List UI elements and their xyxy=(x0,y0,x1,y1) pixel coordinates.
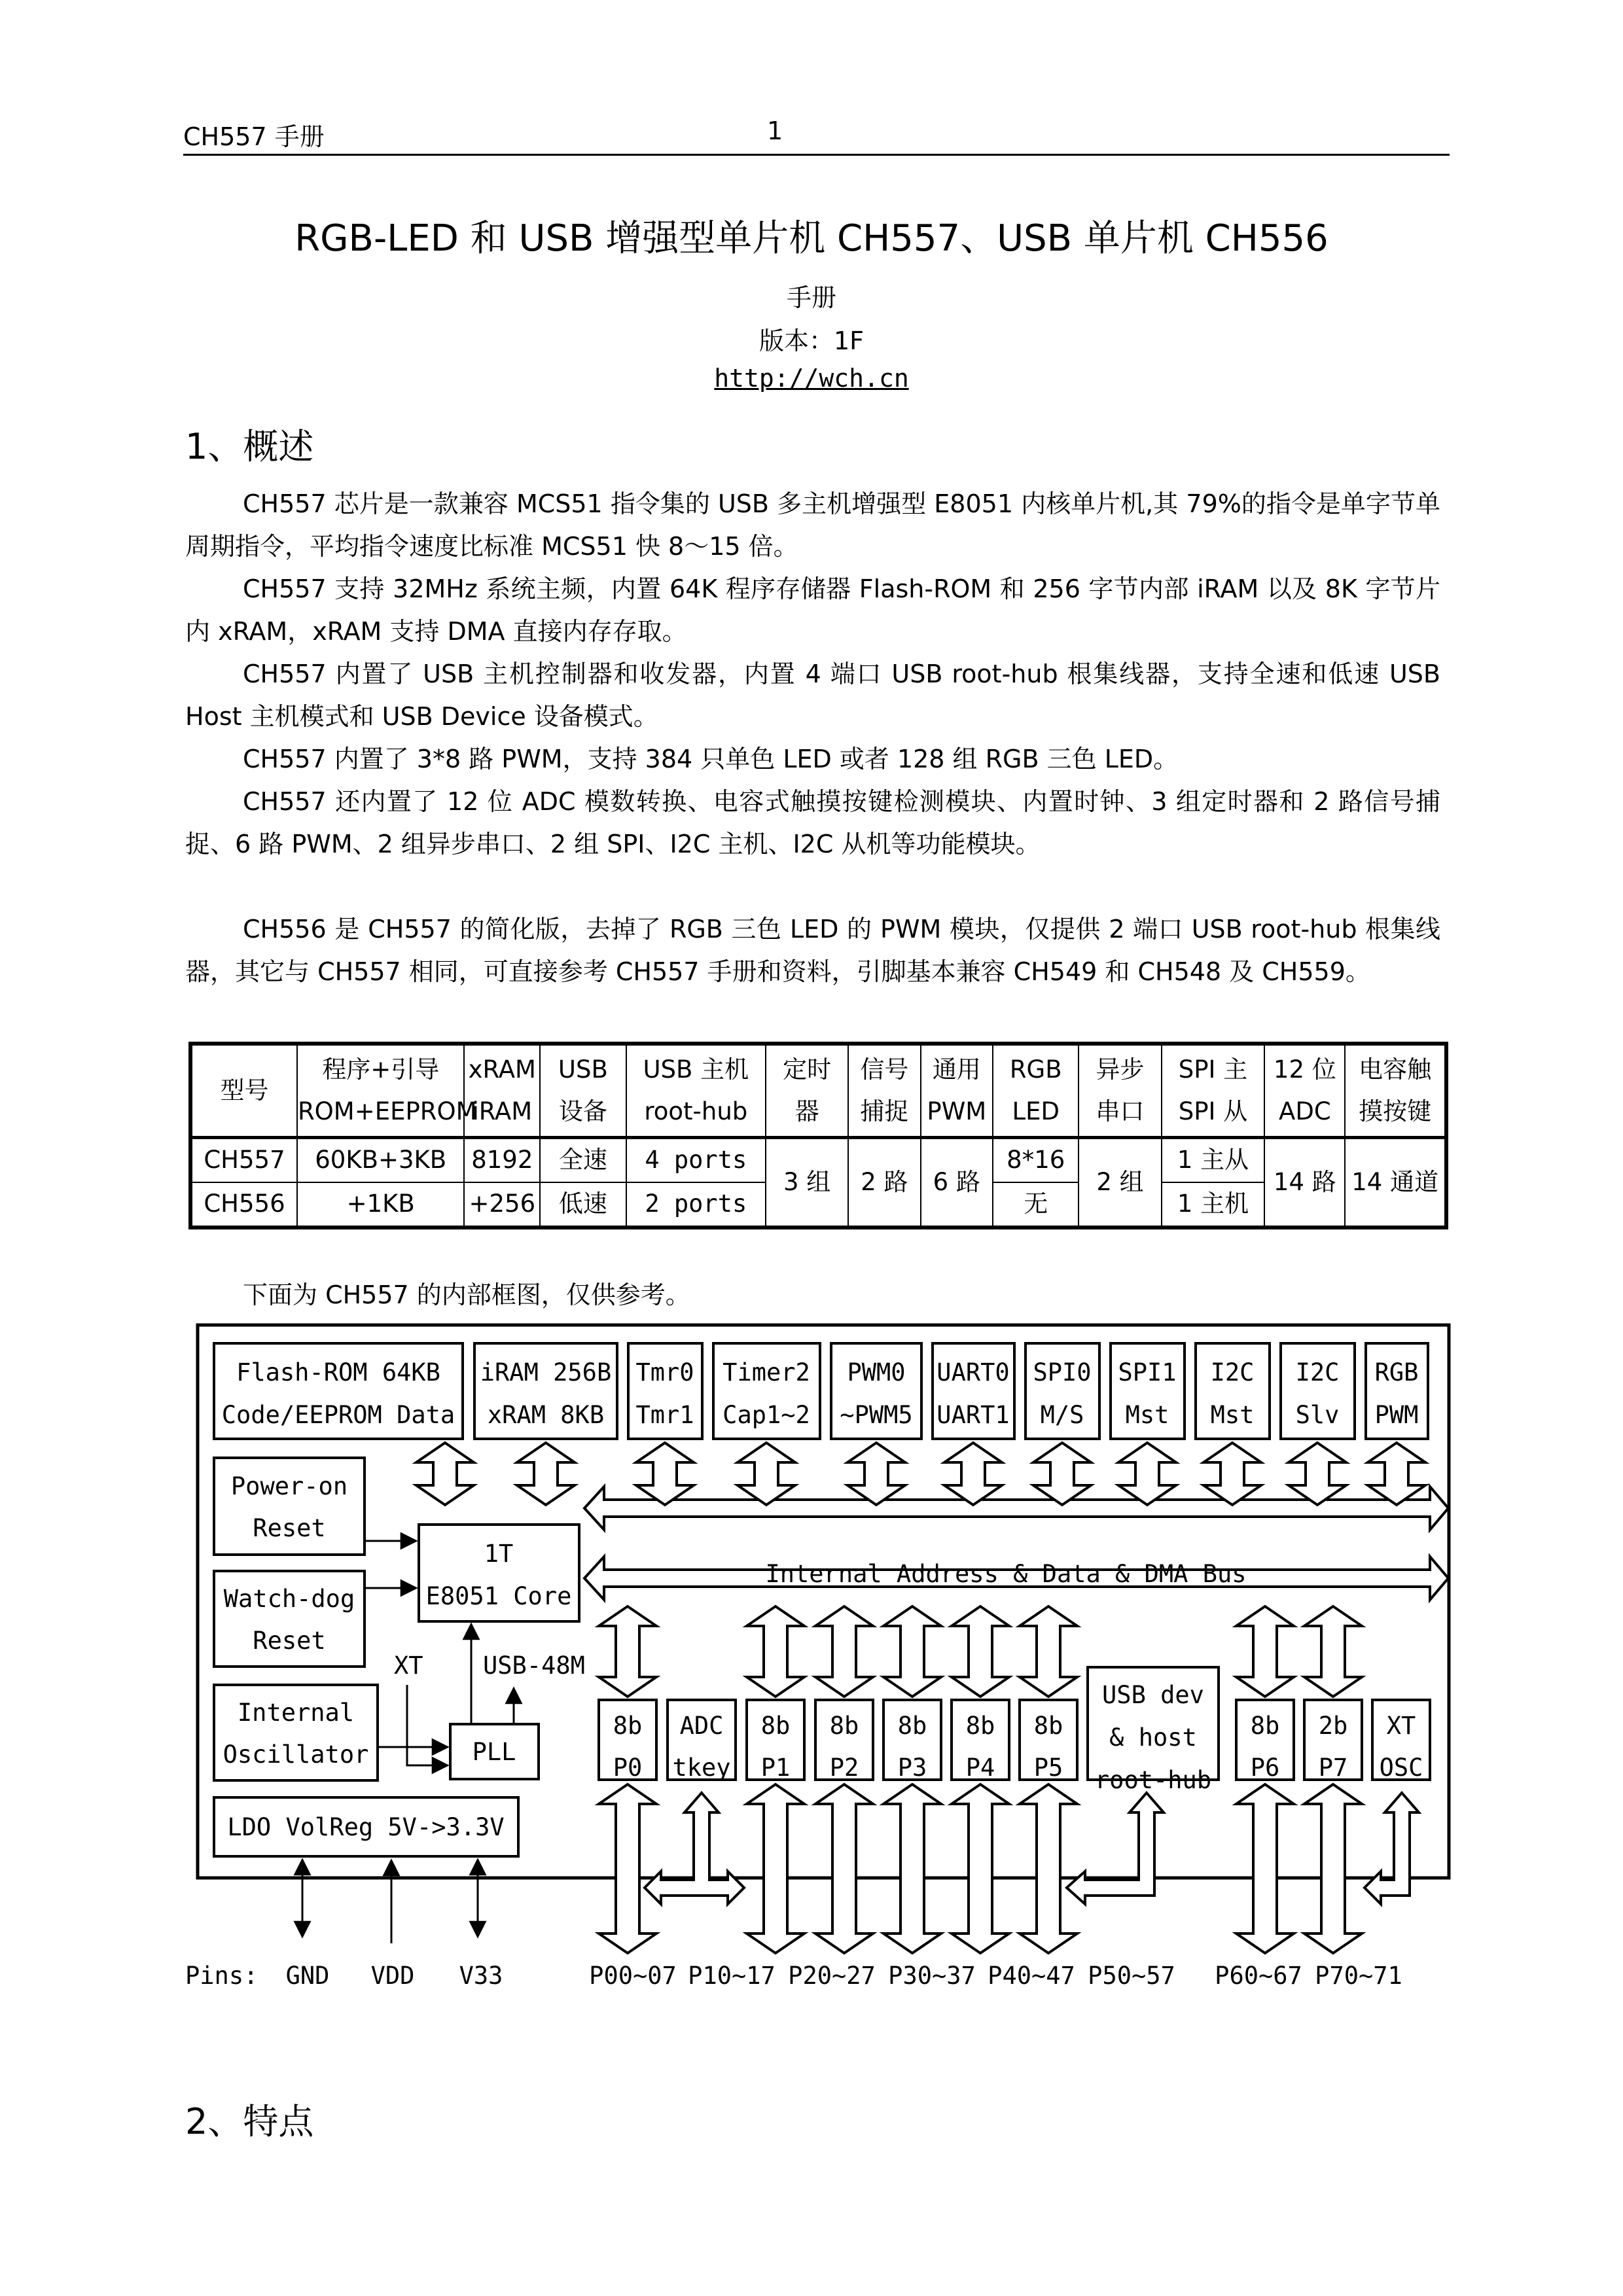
usb-line3: root-hub xyxy=(1094,1766,1212,1794)
th-pwm: 通用 PWM xyxy=(921,1044,993,1138)
cell-uart: 2 组 xyxy=(1079,1138,1161,1228)
core-line1: 1T xyxy=(484,1540,514,1568)
bus-arrow-p7 xyxy=(1304,1606,1362,1697)
section-2-heading: 2、特点 xyxy=(185,2101,314,2142)
p1-line1: 8b xyxy=(760,1712,791,1740)
timer2-label: Timer2 xyxy=(722,1358,810,1386)
pwm5-label: ~PWM5 xyxy=(840,1401,913,1429)
p6-line1: 8b xyxy=(1250,1712,1280,1740)
uart0-label: UART0 xyxy=(936,1358,1010,1386)
pin-p0: P00~07 xyxy=(589,1962,677,1990)
paragraph-2: CH557 支持 32MHz 系统主频，内置 64K 程序存储器 Flash-ROM 和 256 字节内部 iRAM 以及 8K 字节片内 xRAM，xRAM 支持 DMA 直接内存存取。 xyxy=(185,574,1440,646)
cell-spi-ch557: 1 主从 xyxy=(1162,1138,1265,1182)
spi0-label: SPI0 xyxy=(1033,1358,1092,1386)
flash-rom-line1: Flash-ROM 64KB xyxy=(236,1358,440,1386)
cell-model-ch556: CH556 xyxy=(190,1182,297,1227)
cell-timer: 3 组 xyxy=(766,1138,848,1228)
watchdog-line1: Watch-dog xyxy=(223,1585,355,1613)
spi1-label: SPI1 xyxy=(1118,1358,1177,1386)
cell-model-ch557: CH557 xyxy=(190,1138,297,1182)
th-adc: 12 位 ADC xyxy=(1264,1044,1345,1138)
ldo-label: LDO VolReg 5V->3.3V xyxy=(227,1813,505,1841)
th-ram: xRAM iRAM xyxy=(464,1044,540,1138)
rgb-label: RGB xyxy=(1374,1358,1419,1386)
adc-line2: tkey xyxy=(672,1754,731,1782)
xt-to-pll-arrow xyxy=(407,1685,448,1765)
pin-arrow-p4 xyxy=(952,1784,1009,1953)
pin-arrow-p5 xyxy=(1020,1784,1077,1953)
cell-touch: 14 通道 xyxy=(1345,1138,1446,1228)
th-model: 型号 xyxy=(190,1044,297,1138)
p3-line1: 8b xyxy=(897,1712,927,1740)
pin-p2: P20~27 xyxy=(788,1962,876,1990)
i2c-slv-label: I2C xyxy=(1295,1358,1340,1386)
tmr1-label: Tmr1 xyxy=(635,1401,694,1429)
th-uart: 异步 串口 xyxy=(1079,1044,1161,1138)
paragraph-6: CH556 是 CH557 的简化版，去掉了 RGB 三色 LED 的 PWM 模块，仅提供 2 端口 USB root-hub 根集线器，其它与 CH557 相同，可直接参考 CH557 手册和资料，引脚基本兼容 CH549 和 CH548 及 CH559。 xyxy=(185,915,1440,986)
cell-xram: 8192 xyxy=(464,1138,540,1182)
document-version: 版本：1F xyxy=(758,327,865,355)
power-on-line1: Power-on xyxy=(230,1472,348,1500)
cell-hub-ch556: 2 ports xyxy=(626,1182,766,1227)
p1-line2: P1 xyxy=(760,1754,791,1782)
pin-p3: P30~37 xyxy=(888,1962,976,1990)
pin-v33: V33 xyxy=(459,1962,503,1990)
th-timer: 定时 器 xyxy=(766,1044,848,1138)
th-spi: SPI 主 SPI 从 xyxy=(1162,1044,1265,1138)
top-arrow-uart xyxy=(944,1443,1002,1505)
bus-arrow-p6 xyxy=(1236,1606,1294,1697)
header-title: CH557 手册 xyxy=(183,122,325,151)
top-arrow-spi1 xyxy=(1118,1443,1176,1505)
pins-label: Pins: xyxy=(185,1962,259,1990)
spi1-mode: Mst xyxy=(1125,1401,1169,1429)
pin-arrow-p2 xyxy=(815,1784,873,1953)
p7-line2: P7 xyxy=(1318,1754,1348,1782)
power-on-line2: Reset xyxy=(253,1514,326,1542)
cell-rgb-ch557: 8*16 xyxy=(993,1138,1079,1182)
watchdog-line2: Reset xyxy=(253,1627,326,1655)
bus-arrow-p0 xyxy=(599,1606,656,1697)
cell-rom-ch557: 60KB+3KB xyxy=(297,1138,465,1182)
i2c-slv-mode: Slv xyxy=(1295,1401,1340,1429)
cell-iram: +256 xyxy=(464,1182,540,1227)
bus-arrow-p3 xyxy=(883,1606,941,1697)
flash-rom-line2: Code/EEPROM Data xyxy=(221,1401,455,1429)
bus-arrow-p5 xyxy=(1020,1606,1077,1697)
p5-line1: 8b xyxy=(1033,1712,1063,1740)
top-arrow-pwm xyxy=(847,1443,905,1505)
oscillator-line2: Oscillator xyxy=(223,1740,369,1769)
usb48m-label: USB-48M xyxy=(483,1651,585,1680)
p0-line2: P0 xyxy=(613,1754,643,1782)
paragraph-4: CH557 内置了 3*8 路 PWM，支持 384 只单色 LED 或者 128 组 RGB 三色 LED。 xyxy=(243,745,1179,773)
top-arrow-tmr xyxy=(636,1443,694,1505)
top-arrow-timer2 xyxy=(738,1443,795,1505)
p5-line2: P5 xyxy=(1033,1754,1063,1782)
cell-rgb-ch556: 无 xyxy=(993,1182,1079,1227)
page-number: 1 xyxy=(767,116,783,145)
pin-p1: P10~17 xyxy=(688,1962,776,1990)
pin-arrow-p0 xyxy=(599,1784,656,1953)
top-arrow-rgb xyxy=(1368,1443,1425,1505)
p4-line1: 8b xyxy=(965,1712,995,1740)
cell-usbdev-ch557: 全速 xyxy=(540,1138,626,1182)
bus-arrow-p2 xyxy=(815,1606,873,1697)
usb-line2: & host xyxy=(1109,1723,1197,1752)
xtosc-line1: XT xyxy=(1386,1712,1416,1740)
pll-label: PLL xyxy=(472,1738,516,1766)
pin-gnd: GND xyxy=(285,1962,330,1990)
iram-line1: iRAM 256B xyxy=(480,1358,612,1386)
top-arrow-iram xyxy=(517,1443,575,1505)
pin-arrow-p6 xyxy=(1236,1784,1294,1953)
i2c-mst-mode: Mst xyxy=(1210,1401,1255,1429)
i2c-mst-label: I2C xyxy=(1210,1358,1255,1386)
th-rgb-led: RGB LED xyxy=(993,1044,1079,1138)
pin-p5: P50~57 xyxy=(1088,1962,1175,1990)
cell-usbdev-ch556: 低速 xyxy=(540,1182,626,1227)
usb-line1: USB dev xyxy=(1102,1681,1204,1709)
core-line2: E8051 Core xyxy=(425,1582,572,1610)
xtosc-bend-arrow xyxy=(1364,1793,1419,1904)
bus-arrow-p4 xyxy=(952,1606,1009,1697)
oscillator-line1: Internal xyxy=(237,1699,355,1727)
top-arrow-spi0 xyxy=(1033,1443,1091,1505)
usb-bend-arrow xyxy=(1067,1793,1164,1904)
p2-line1: 8b xyxy=(829,1712,859,1740)
p2-line2: P2 xyxy=(829,1754,859,1782)
cell-hub-ch557: 4 ports xyxy=(626,1138,766,1182)
bus-arrow-p1 xyxy=(747,1606,804,1697)
th-rom: 程序+引导 ROM+EEPROM xyxy=(297,1044,465,1138)
cap-label: Cap1~2 xyxy=(722,1401,810,1429)
top-arrow-i2c-mst xyxy=(1204,1443,1261,1505)
iram-line2: xRAM 8KB xyxy=(487,1401,605,1429)
document-title: RGB-LED 和 USB 增强型单片机 CH557、USB 单片机 CH556 xyxy=(294,217,1329,260)
paragraph-3: CH557 内置了 USB 主机控制器和收发器，内置 4 端口 USB root-hub 根集线器，支持全速和低速 USB Host 主机模式和 USB Device 设备模式。 xyxy=(185,660,1440,731)
adc-bend-arrow xyxy=(645,1793,744,1904)
xt-label: XT xyxy=(394,1651,423,1680)
p7-line1: 2b xyxy=(1318,1712,1348,1740)
pin-arrow-p1 xyxy=(747,1784,804,1953)
document-subtitle: 手册 xyxy=(786,283,836,312)
p6-line2: P6 xyxy=(1250,1754,1280,1782)
pin-p6: P60~67 xyxy=(1215,1962,1302,1990)
cell-capture: 2 路 xyxy=(848,1138,920,1228)
uart1-label: UART1 xyxy=(936,1401,1010,1429)
adc-line1: ADC xyxy=(679,1712,724,1740)
cell-pwm: 6 路 xyxy=(921,1138,993,1228)
pin-arrow-p3 xyxy=(883,1784,941,1953)
p3-line2: P3 xyxy=(897,1754,927,1782)
p4-line2: P4 xyxy=(965,1754,995,1782)
pwm0-label: PWM0 xyxy=(847,1358,906,1386)
bus-label: Internal Address & Data & DMA Bus xyxy=(765,1560,1247,1588)
pin-vdd: VDD xyxy=(370,1962,415,1990)
rgb-pwm-label: PWM xyxy=(1374,1401,1419,1429)
cell-adc: 14 路 xyxy=(1264,1138,1345,1228)
top-arrow-flash xyxy=(416,1443,474,1505)
paragraph-1: CH557 芯片是一款兼容 MCS51 指令集的 USB 多主机增强型 E8051 内核单片机,其 79%的指令是单字节单周期指令，平均指令速度比标准 MCS51 快 8～15 倍。 xyxy=(185,489,1440,561)
spi0-mode: M/S xyxy=(1040,1401,1084,1429)
diagram-intro: 下面为 CH557 的内部框图，仅供参考。 xyxy=(243,1280,690,1309)
th-touch: 电容触 摸按键 xyxy=(1345,1044,1446,1138)
p0-line1: 8b xyxy=(613,1712,643,1740)
document-url-link[interactable]: http://wch.cn xyxy=(714,364,909,393)
pin-p4: P40~47 xyxy=(988,1962,1075,1990)
cell-spi-ch556: 1 主机 xyxy=(1162,1182,1265,1227)
paragraph-5: CH557 还内置了 12 位 ADC 模数转换、电容式触摸按键检测模块、内置时钟、3 组定时器和 2 路信号捕捉、6 路 PWM、2 组异步串口、2 组 SPI、I2C 主机、I2C 从机等功能模块。 xyxy=(185,787,1440,858)
th-capture: 信号 捕捉 xyxy=(848,1044,920,1138)
xtosc-line2: OSC xyxy=(1379,1754,1423,1782)
th-usb-host: USB 主机 root-hub xyxy=(626,1044,766,1138)
tmr0-label: Tmr0 xyxy=(635,1358,694,1386)
th-usb-device: USB 设备 xyxy=(540,1044,626,1138)
top-arrow-i2c-slv xyxy=(1289,1443,1346,1505)
pin-p7: P70~71 xyxy=(1315,1962,1402,1990)
section-1-heading: 1、概述 xyxy=(185,426,314,467)
pin-arrow-p7 xyxy=(1304,1784,1362,1953)
cell-rom-ch556: +1KB xyxy=(297,1182,465,1227)
